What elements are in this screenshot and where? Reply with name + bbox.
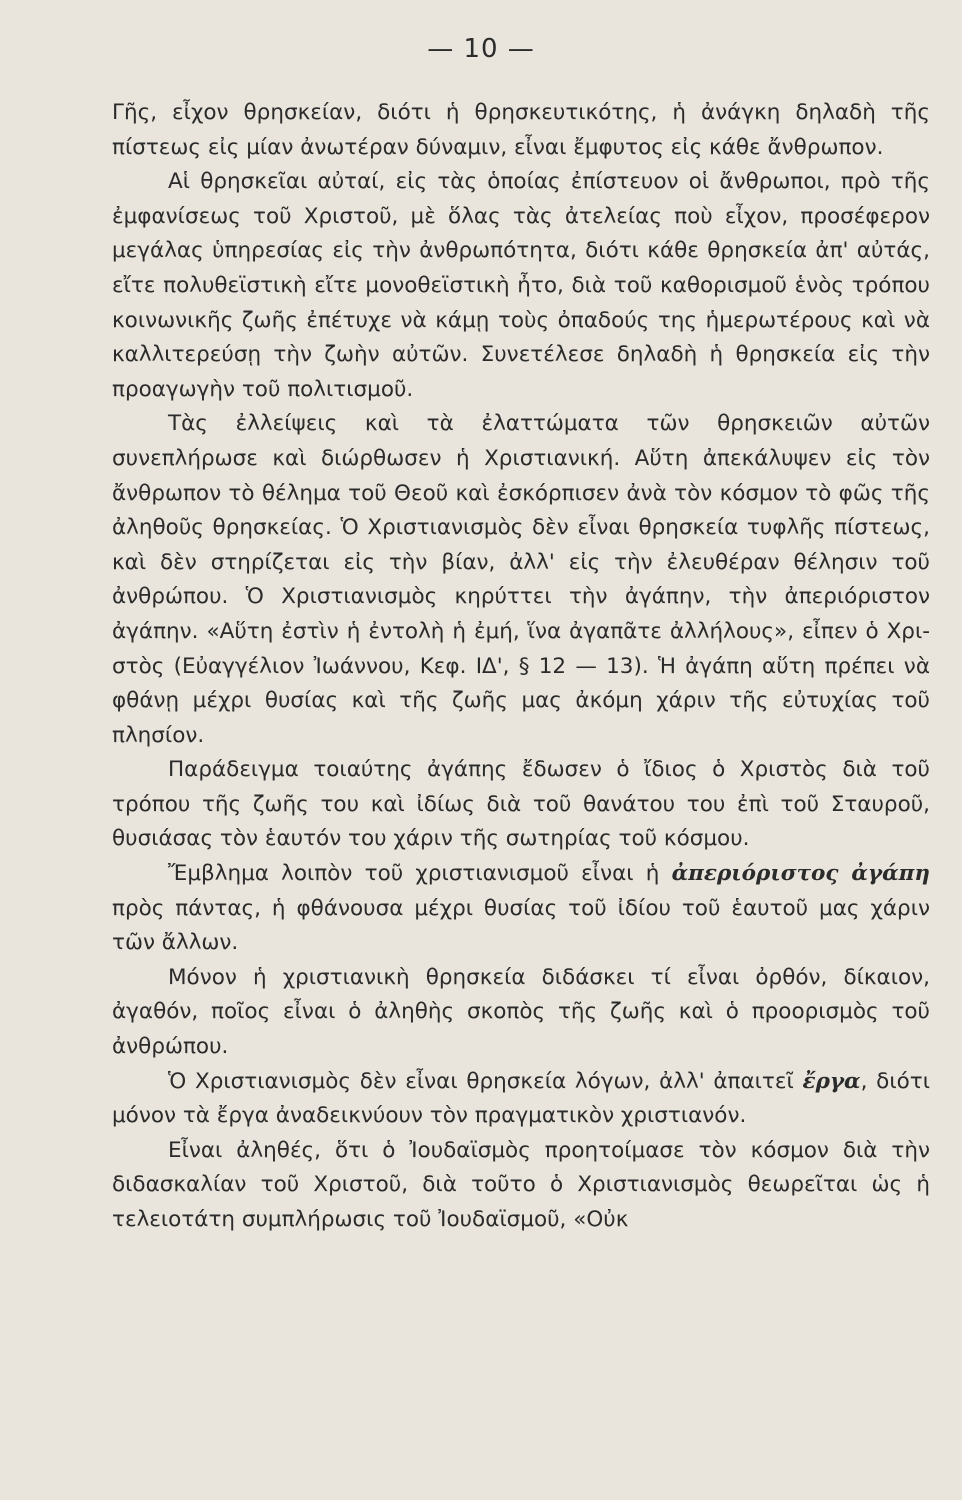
paragraph-5-text-before: Ἔμβλημα λοιπὸν τοῦ χριστιανισμοῦ εἶναι ἡ [168, 861, 672, 887]
paragraph-7-text-before: Ὁ Χριστιανισμὸς δὲν εἶναι θρησκεία λόγων, ἀλλ' ἀπαιτεῖ [168, 1068, 803, 1094]
paragraph-3: Τὰς ἐλλείψεις καὶ τὰ ἐλαττώματα τῶν θρησκειῶν αὐτῶν συνεπλήρωσε καὶ διώρθωσεν ἡ Χριστιανική. Αὕτη ἀπεκάλυψεν εἰς τὸν ἄνθρωπον τὸ θέλημα τοῦ Θεοῦ καὶ ἐσκόρπισεν ἀνὰ τὸν κόσμον τὸ φῶς τῆς ἀληθοῦς θρησκείας. Ὁ Χριστιανισμὸς δὲν εἶναι θρησκεία τυφλῆς πίστεως, καὶ δὲν στηρίζεται εἰς τὴν βίαν, ἀλλ' εἰς τὴν ἐλευθέραν θέλησιν τοῦ ἀνθρώπου. Ὁ Χριστιανισμὸς κηρύττει τὴν ἀγάπην, τὴν ἀπεριόριστον ἀγάπην. «Αὕτη ἐστὶν ἡ ἐντολὴ ἡ ἐμή, ἵνα ἀγαπᾶτε ἀλλήλους», εἶπεν ὁ Χριστὸς (Εὐαγγέλιον Ἰωάννου, Κεφ. ΙΔ', § 12 — 13). Ἡ ἀγάπη αὕτη πρέπει νὰ φθάνῃ μέχρι θυσίας καὶ τῆς ζωῆς μας ἀκόμη χάριν τῆς εὐτυχίας τοῦ πλησίον. [112, 411, 930, 748]
paragraph-1: Γῆς, εἶχον θρησκείαν, διότι ἡ θρησκευτικότης, ἡ ἀνάγκη δηλαδὴ τῆς πίστεως εἰς μίαν ἀνωτέραν δύναμιν, εἶναι ἔμφυτος εἰς κάθε ἄνθρωπον. [112, 100, 930, 160]
emphasis-works: ἔργα [802, 1068, 861, 1094]
page-number: — 10 — [427, 34, 535, 64]
paragraph-4: Παράδειγμα τοιαύτης ἀγάπης ἔδωσεν ὁ ἴδιος ὁ Χριστὸς διὰ τοῦ τρόπου τῆς ζωῆς του καὶ ἰδίως διὰ τοῦ θανάτου του ἐπὶ τοῦ Σταυροῦ, θυσιάσας τὸν ἑαυτόν του χάριν τῆς σωτηρίας τοῦ κόσμου. [112, 757, 930, 852]
body-text [112, 96, 930, 1238]
paragraph-5 [112, 857, 930, 961]
paragraph-8: Εἶναι ἀληθές, ὅτι ὁ Ἰουδαϊσμὸς προητοίμασε τὸν κόσμον διὰ τὴν διδασκαλίαν τοῦ Χριστοῦ, διὰ τοῦτο ὁ Χριστιανισμὸς θεωρεῖται ὡς ἡ τελειοτάτη συμπλήρωσις τοῦ Ἰουδαϊσμοῦ, «Οὐκ [112, 1137, 930, 1232]
paragraph-5-text-after: πρὸς πάντας, ἡ φθάνουσα μέχρι θυσίας τοῦ ἰδίου τοῦ ἑαυτοῦ μας χάριν τῶν ἄλλων. [112, 895, 930, 956]
emphasis-unlimited-love: ἀπεριόριστος ἀγάπη [671, 861, 931, 887]
paragraph-7 [112, 1065, 930, 1134]
paragraph-7-text-after: , διότι μόνον τὰ ἔργα ἀναδεικνύουν τὸν πραγματικὸν χριστιανόν. [112, 1068, 930, 1129]
paragraph-6: Μόνον ἡ χριστιανικὴ θρησκεία διδάσκει τί εἶναι ὀρθόν, δίκαιον, ἀγαθόν, ποῖος εἶναι ὁ ἀληθὴς σκοπὸς τῆς ζωῆς καὶ ὁ προορισμὸς τοῦ ἀνθρώπου. [112, 964, 930, 1060]
paragraph-2: Αἱ θρησκεῖαι αὐταί, εἰς τὰς ὁποίας ἐπίστευον οἱ ἄνθρωποι, πρὸ τῆς ἐμφανίσεως τοῦ Χριστοῦ, μὲ ὅλας τὰς ἀτελείας ποὺ εἶχον, προσέφερον μεγάλας ὑπηρεσίας εἰς τὴν ἀνθρωπότητα, διότι κάθε θρησκεία ἀπ' αὐτάς, εἴτε πολυθεϊστικὴ εἴτε μονοθεϊστικὴ ἦτο, διὰ τοῦ καθορισμοῦ ἑνὸς τρόπου κοινωνικῆς ζωῆς ἐπέτυχε νὰ κάμῃ τοὺς ὀπαδούς της ἡμερωτέρους καὶ νὰ καλλιτερεύσῃ τὴν ζωὴν αὐτῶν. Συνετέλεσε δηλαδὴ ἡ θρησκεία εἰς τὴν προαγωγὴν τοῦ πολιτισμοῦ. [112, 169, 930, 402]
